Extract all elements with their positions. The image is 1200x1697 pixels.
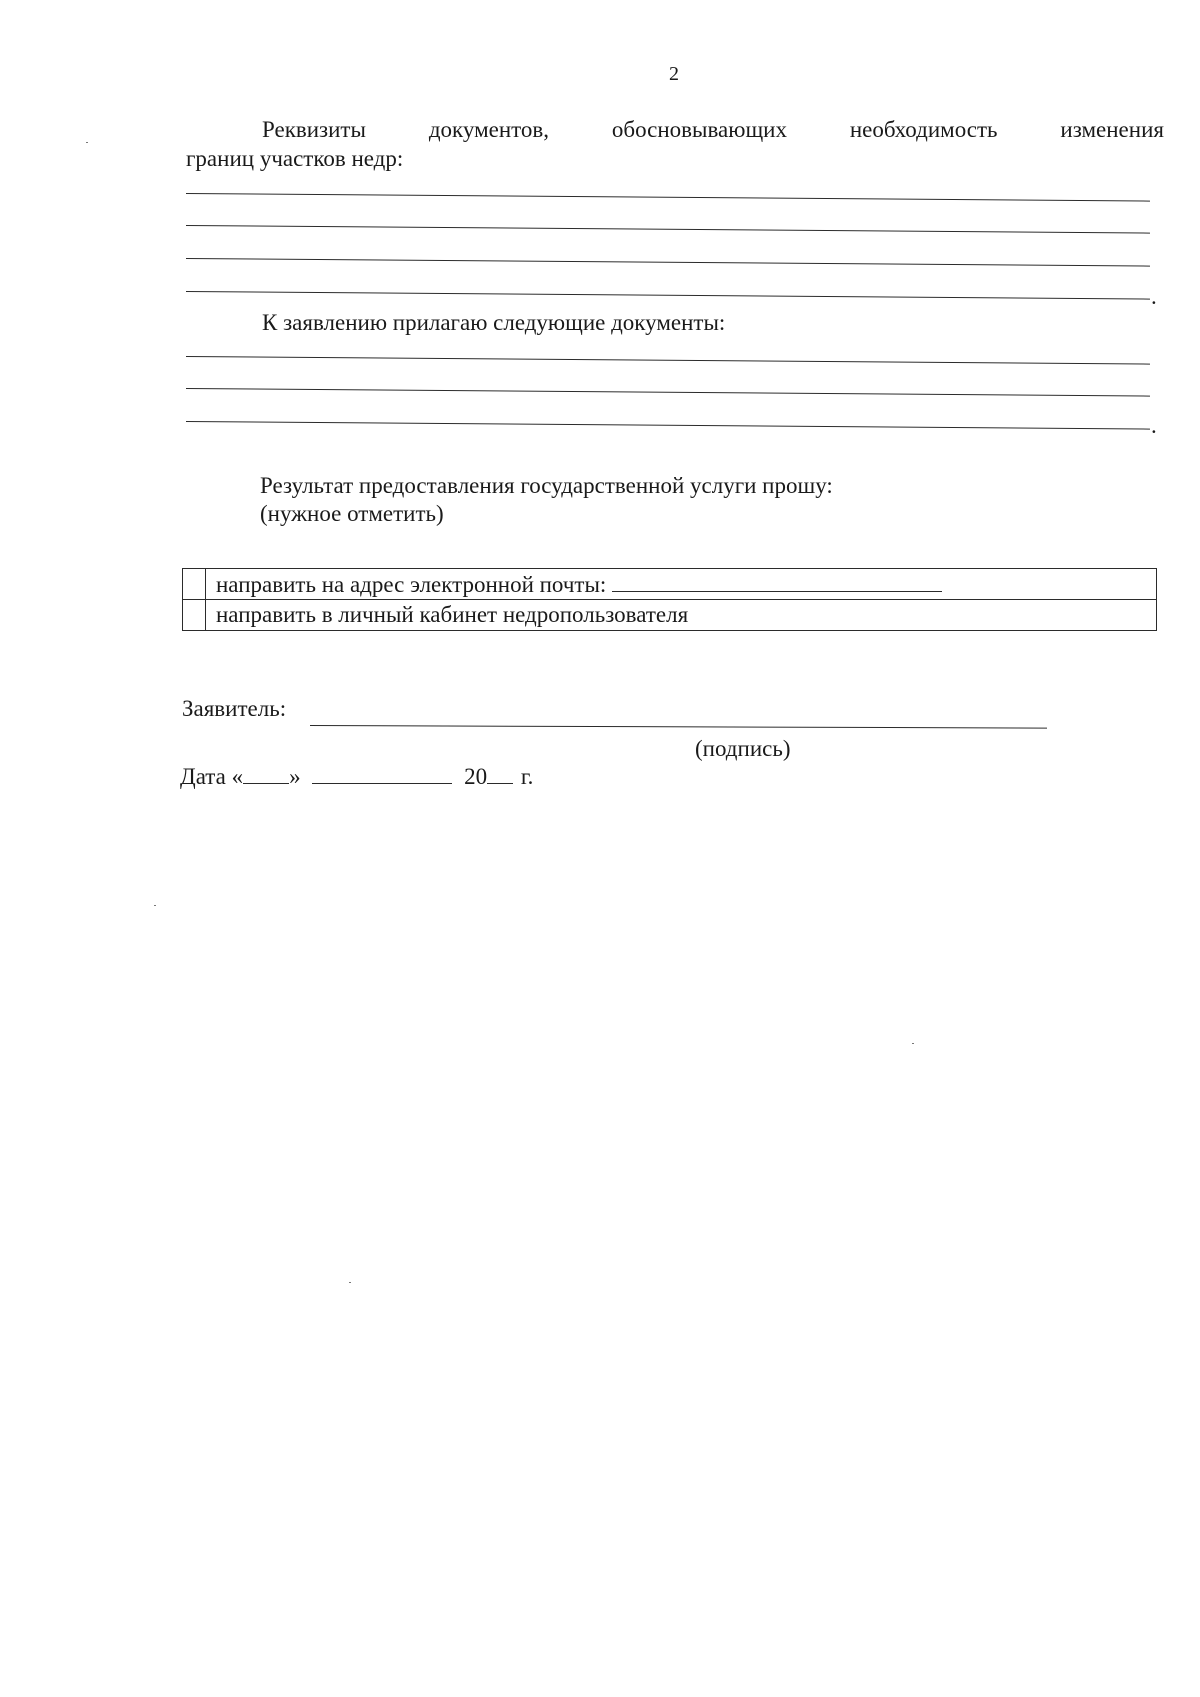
applicant-signature-line[interactable] xyxy=(310,725,1047,729)
requisites-blank-line-4[interactable] xyxy=(186,291,1150,300)
result-option-checkbox-email[interactable] xyxy=(183,569,206,600)
scan-speck xyxy=(912,1043,914,1044)
date-year-suffix: г. xyxy=(520,764,534,789)
requisites-word: изменения xyxy=(1060,117,1164,142)
page-number: 2 xyxy=(669,63,679,85)
email-address-field[interactable] xyxy=(612,571,942,592)
attachments-end-period: . xyxy=(1151,413,1157,438)
result-option-label-email: направить на адрес электронной почты: xyxy=(216,571,607,597)
signature-caption: (подпись) xyxy=(695,736,791,761)
result-options-table xyxy=(182,568,1157,631)
result-heading: Результат предоставления государственной услуги прошу: xyxy=(260,473,833,498)
attachments-blank-line-1[interactable] xyxy=(186,356,1150,365)
requisites-blank-line-3[interactable] xyxy=(186,258,1150,267)
date-line xyxy=(180,763,533,791)
requisites-blank-line-1[interactable] xyxy=(186,193,1150,202)
date-year-field[interactable] xyxy=(487,763,513,784)
requisites-word: документов, xyxy=(428,117,550,142)
attachments-blank-line-3[interactable] xyxy=(186,421,1150,430)
result-option-row xyxy=(183,600,1157,631)
result-note: (нужное отметить) xyxy=(260,501,444,526)
requisites-word: обосновывающих xyxy=(611,117,787,142)
attachments-heading: К заявлению прилагаю следующие документы: xyxy=(262,310,726,335)
requisites-heading-line2: границ участков недр: xyxy=(186,146,404,171)
result-option-label-cabinet: направить в личный кабинет недропользователя xyxy=(216,602,689,627)
requisites-end-period: . xyxy=(1151,284,1157,309)
result-option-checkbox-cabinet[interactable] xyxy=(183,600,206,631)
scan-speck xyxy=(86,142,88,143)
result-option-row xyxy=(183,569,1157,600)
result-option-label-cell xyxy=(206,600,1157,631)
date-label: Дата « xyxy=(180,764,244,789)
attachments-blank-line-2[interactable] xyxy=(186,388,1150,397)
requisites-heading-line1 xyxy=(262,116,1164,144)
date-year-prefix: 20 xyxy=(464,764,488,789)
requisites-blank-line-2[interactable] xyxy=(186,225,1150,234)
date-day-field[interactable] xyxy=(243,763,289,784)
date-month-field[interactable] xyxy=(312,763,452,784)
applicant-label: Заявитель: xyxy=(182,696,287,721)
requisites-word: необходимость xyxy=(849,117,998,142)
result-option-label-cell xyxy=(206,569,1157,600)
scan-speck xyxy=(154,905,156,906)
scan-speck xyxy=(349,1282,351,1283)
date-quote-close: » xyxy=(289,764,301,789)
requisites-word: Реквизиты xyxy=(262,117,366,142)
